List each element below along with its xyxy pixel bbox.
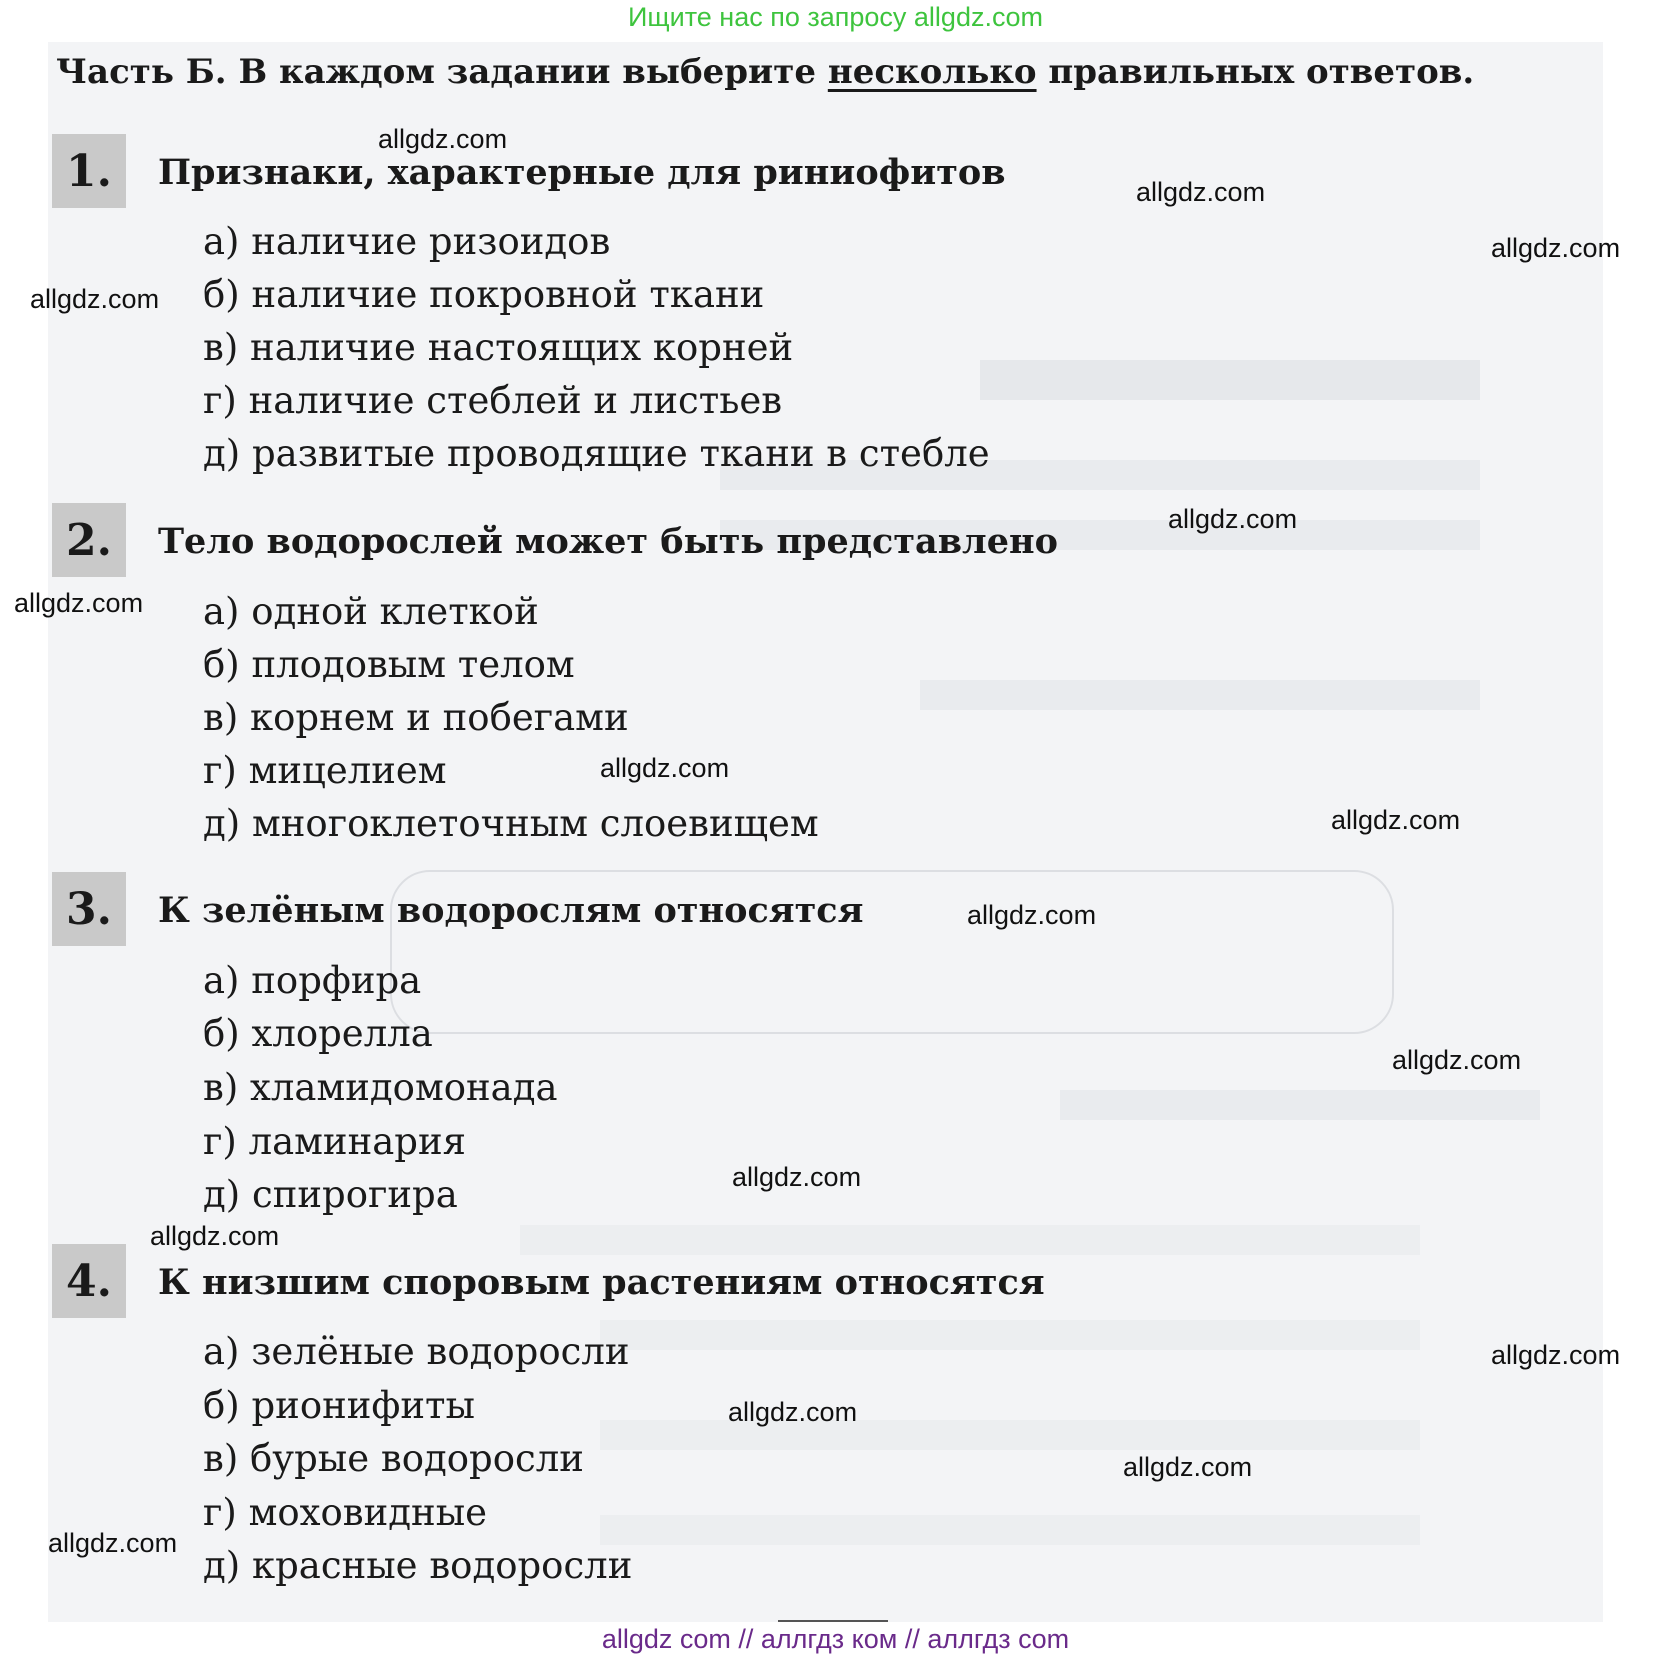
question-title: Тело водорослей может быть представлено bbox=[158, 521, 1058, 562]
watermark: allgdz.com bbox=[1491, 233, 1621, 263]
watermark: allgdz.com bbox=[1392, 1045, 1522, 1075]
top-banner[interactable]: Ищите нас по запросу allgdz.com bbox=[628, 2, 1043, 32]
answer-option[interactable]: б) рионифиты bbox=[203, 1384, 475, 1427]
watermark: allgdz.com bbox=[30, 284, 160, 314]
answer-option[interactable]: а) зелёные водоросли bbox=[203, 1330, 630, 1373]
watermark: allgdz.com bbox=[728, 1397, 858, 1427]
watermark: allgdz.com bbox=[732, 1162, 862, 1192]
answer-option[interactable]: д) спирогира bbox=[203, 1173, 458, 1216]
answer-option[interactable]: д) многоклеточным слоевищем bbox=[203, 802, 819, 845]
answer-option[interactable]: г) моховидные bbox=[203, 1491, 488, 1534]
watermark: allgdz.com bbox=[48, 1528, 178, 1558]
answer-option[interactable]: а) наличие ризоидов bbox=[203, 220, 611, 263]
watermark: allgdz.com bbox=[1136, 177, 1266, 207]
question-number: 2. bbox=[52, 503, 126, 577]
question-title: Признаки, характерные для риниофитов bbox=[158, 152, 1006, 193]
answer-option[interactable]: б) плодовым телом bbox=[203, 643, 575, 686]
heading-prefix: Часть Б. В каждом задании выберите bbox=[56, 52, 828, 92]
question-title: К зелёным водорослям относятся bbox=[158, 890, 864, 931]
answer-option[interactable]: д) развитые проводящие ткани в стебле bbox=[203, 432, 990, 475]
bottom-banner[interactable]: allgdz com // аллгдз ком // аллгдз com bbox=[601, 1624, 1070, 1654]
answer-option[interactable]: г) наличие стеблей и листьев bbox=[203, 379, 783, 422]
answer-option[interactable]: в) бурые водоросли bbox=[203, 1437, 584, 1480]
section-heading bbox=[56, 52, 1474, 92]
question-number: 4. bbox=[52, 1244, 126, 1318]
heading-underlined: несколько bbox=[827, 52, 1037, 92]
question-number: 3. bbox=[52, 872, 126, 946]
answer-option[interactable]: б) хлорелла bbox=[203, 1012, 433, 1055]
answer-option[interactable]: г) ламинария bbox=[203, 1120, 466, 1163]
answer-option[interactable]: б) наличие покровной ткани bbox=[203, 273, 765, 316]
watermark: allgdz.com bbox=[1123, 1452, 1253, 1482]
watermark: allgdz.com bbox=[14, 588, 144, 618]
watermark: allgdz.com bbox=[1331, 805, 1461, 835]
question-number: 1. bbox=[52, 134, 126, 208]
answer-option[interactable]: в) корнем и побегами bbox=[203, 696, 629, 739]
page-bottom-rule bbox=[778, 1620, 888, 1622]
answer-option[interactable]: в) наличие настоящих корней bbox=[203, 326, 794, 369]
answer-option[interactable]: а) порфира bbox=[203, 959, 422, 1002]
question-title: К низшим споровым растениям относятся bbox=[158, 1262, 1045, 1303]
watermark: allgdz.com bbox=[1168, 504, 1298, 534]
heading-suffix: правильных ответов. bbox=[1036, 52, 1475, 92]
watermark: allgdz.com bbox=[967, 900, 1097, 930]
watermark: allgdz.com bbox=[600, 753, 730, 783]
watermark: allgdz.com bbox=[1491, 1340, 1621, 1370]
answer-option[interactable]: а) одной клеткой bbox=[203, 590, 539, 633]
watermark: allgdz.com bbox=[378, 124, 508, 154]
answer-option[interactable]: д) красные водоросли bbox=[203, 1544, 633, 1587]
watermark: allgdz.com bbox=[150, 1221, 280, 1251]
answer-option[interactable]: в) хламидомонада bbox=[203, 1066, 558, 1109]
answer-option[interactable]: г) мицелием bbox=[203, 749, 447, 792]
